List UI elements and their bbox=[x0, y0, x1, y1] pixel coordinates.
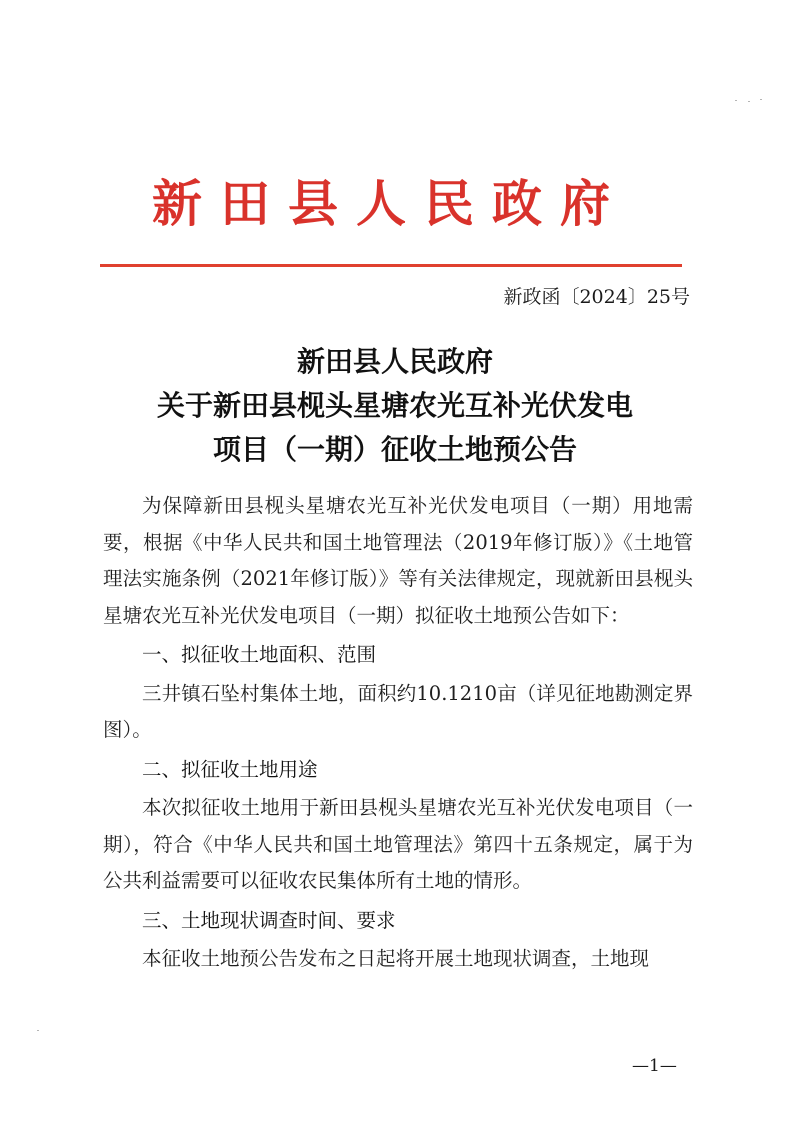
document-body bbox=[103, 488, 693, 978]
section-3-paragraph: 本征收土地预公告发布之日起将开展土地现状调查，土地现 bbox=[142, 947, 650, 970]
document-title bbox=[90, 340, 700, 472]
section-2-heading: 二、拟征收土地用途 bbox=[142, 757, 318, 781]
title-line-2: 关于新田县枧头星塘农光互补光伏发电 bbox=[156, 389, 633, 422]
document-number: 新政函〔2024〕25号 bbox=[503, 286, 690, 308]
section-3-heading: 三、土地现状调查时间、要求 bbox=[142, 908, 396, 932]
header-red-rule bbox=[100, 264, 682, 267]
page-number: —1— bbox=[632, 1056, 677, 1076]
intro-paragraph: 为保障新田县枧头星塘农光互补光伏发电项目（一期）用地需要，根据《中华人民共和国土地管理法（2019年修订版）》《土地管理法实施条例（2021年修订版）》等有关法律规定，现就新田县枧头星塘农光互补光伏发电项目（一期）拟征收土地预公告如下： bbox=[103, 494, 693, 627]
title-line-1: 新田县人民政府 bbox=[296, 345, 493, 378]
scan-speck bbox=[37, 1030, 39, 1031]
section-1-heading: 一、拟征收土地面积、范围 bbox=[142, 643, 377, 666]
scan-speck bbox=[760, 99, 762, 100]
scan-speck bbox=[748, 101, 750, 102]
section-1-paragraph: 三井镇石坠村集体土地，面积约10.1210亩（详见征地勘测定界图）。 bbox=[103, 681, 693, 741]
scan-speck bbox=[735, 100, 737, 101]
title-line-3: 项目（一期）征收土地预公告 bbox=[212, 433, 577, 466]
issuing-authority-header: 新田县人民政府 bbox=[152, 175, 628, 233]
section-2-paragraph: 本次拟征收土地用于新田县枧头星塘农光互补光伏发电项目（一期），符合《中华人民共和国土地管理法》第四十五条规定，属于为公共利益需要可以征收农民集体所有土地的情形。 bbox=[103, 796, 693, 892]
